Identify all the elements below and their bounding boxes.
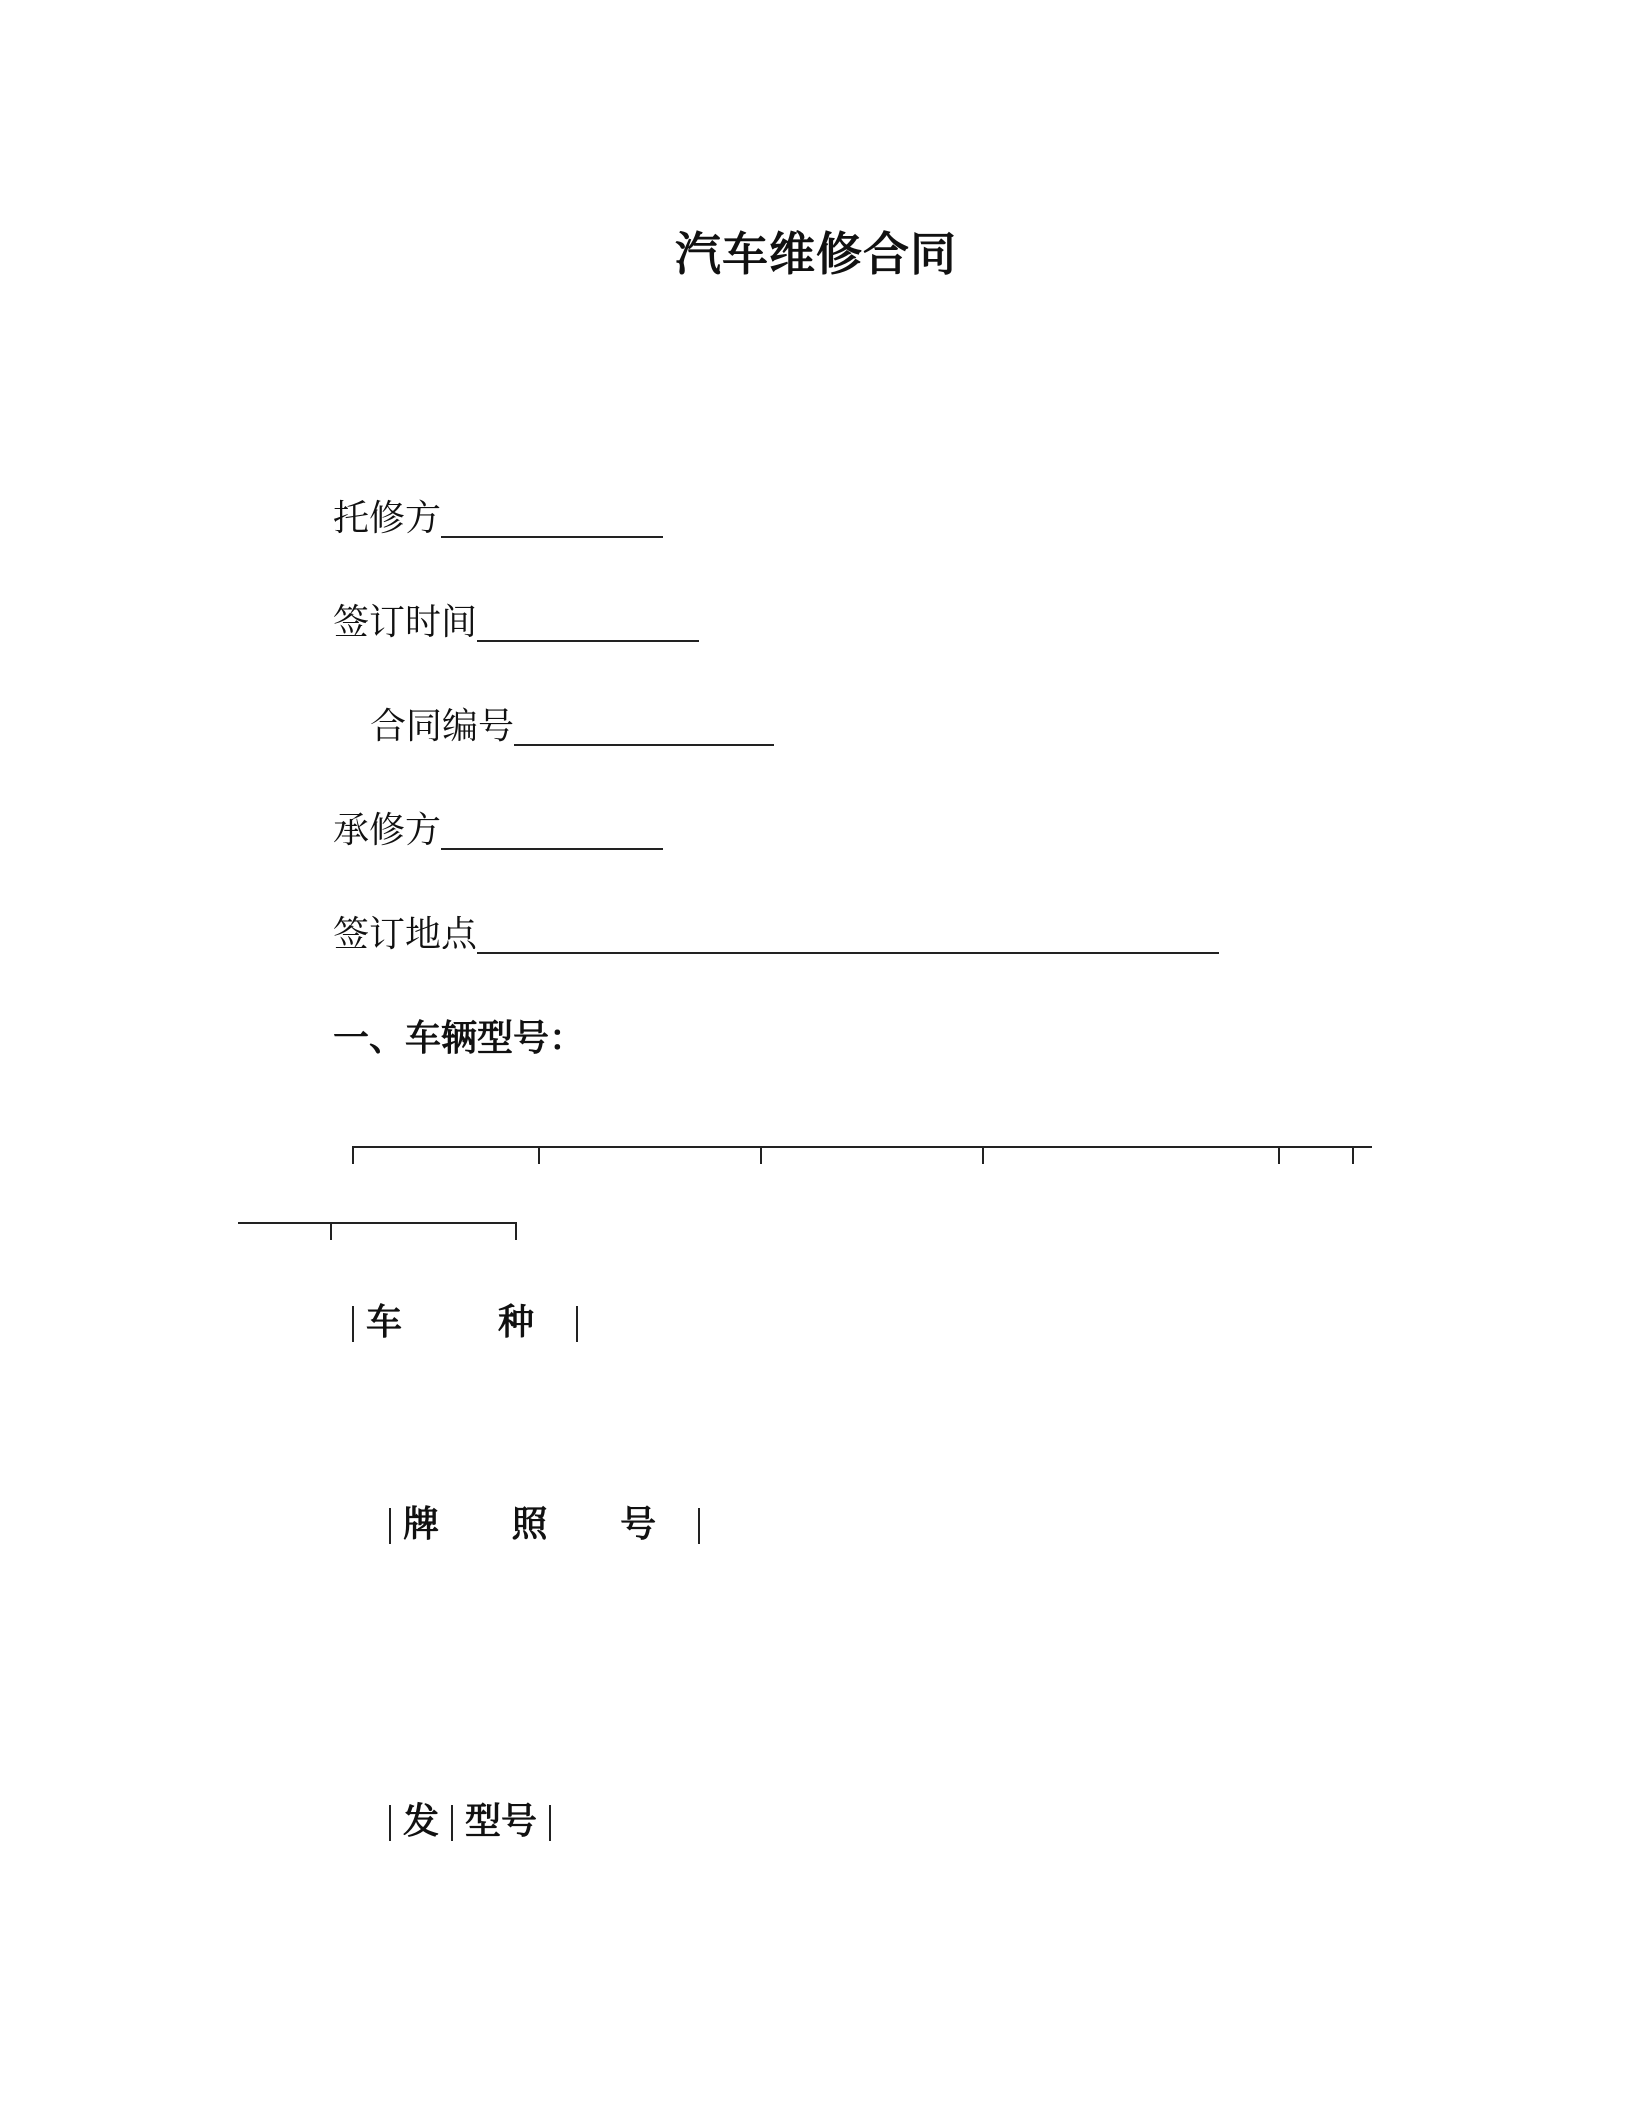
plate-number-label: 牌 照 号 xyxy=(403,1504,687,1545)
table-second-rule xyxy=(238,1222,516,1224)
table-tick xyxy=(1278,1146,1280,1164)
vehicle-type-label: 车 种 xyxy=(366,1302,565,1343)
client-label: 托修方 xyxy=(333,498,442,539)
vehicle-model-heading: 一、车辆型号： xyxy=(333,1018,586,1059)
contract-no-field xyxy=(370,702,774,752)
contractor-field xyxy=(333,806,663,856)
sign-place-field xyxy=(333,910,1219,960)
vehicle-type-cell xyxy=(340,1298,590,1348)
cell-divider xyxy=(352,1306,354,1342)
client-field xyxy=(333,494,663,544)
table-tick xyxy=(352,1146,354,1164)
cell-divider xyxy=(576,1306,578,1342)
table-tick xyxy=(1352,1146,1354,1164)
sign-place-label: 签订地点 xyxy=(333,914,478,955)
table-tick xyxy=(538,1146,540,1164)
sign-time-blank[interactable] xyxy=(477,600,699,642)
sign-time-field xyxy=(333,598,699,648)
contractor-label: 承修方 xyxy=(333,810,442,851)
client-blank[interactable] xyxy=(441,496,663,538)
cell-divider xyxy=(549,1805,551,1841)
sign-place-blank[interactable] xyxy=(477,912,1219,954)
cell-divider xyxy=(389,1508,391,1544)
table-tick xyxy=(330,1222,332,1240)
engine-model-cell xyxy=(377,1797,563,1847)
sign-time-label: 签订时间 xyxy=(333,602,478,643)
table-tick xyxy=(515,1222,517,1240)
contract-no-label: 合同编号 xyxy=(370,706,515,747)
contract-no-blank[interactable] xyxy=(514,704,774,746)
engine-label: 发 xyxy=(403,1801,440,1842)
table-tick xyxy=(760,1146,762,1164)
cell-divider xyxy=(698,1508,700,1544)
cell-divider xyxy=(451,1805,453,1841)
plate-number-cell xyxy=(377,1500,712,1550)
contractor-blank[interactable] xyxy=(441,808,663,850)
table-tick xyxy=(982,1146,984,1164)
document-title: 汽车维修合同 xyxy=(675,227,957,281)
cell-divider xyxy=(389,1805,391,1841)
model-label: 型号 xyxy=(465,1801,538,1842)
table-top-rule xyxy=(352,1146,1372,1148)
